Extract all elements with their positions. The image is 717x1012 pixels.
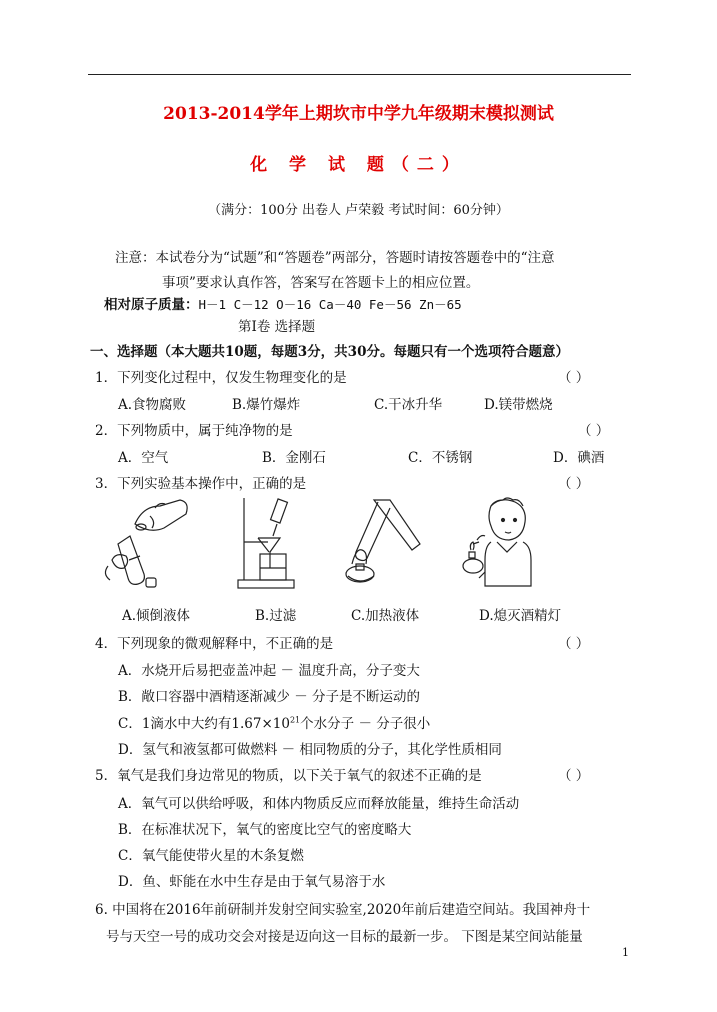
q4-option-b: B．敞口容器中酒精逐渐减少 － 分子是不断运动的	[118, 689, 421, 705]
page-number: 1	[622, 946, 629, 959]
q4-option-c-pre: C．1滴水中大约有1.67×10	[118, 716, 290, 732]
q2-option-c: C．不锈钢	[408, 450, 473, 466]
q4-option-c	[118, 712, 430, 732]
q1-option-c: C.干冰升华	[374, 397, 443, 413]
heating-liquid-illustration	[338, 494, 423, 594]
q4-stem: 4．下列现象的微观解释中，不正确的是	[95, 636, 334, 652]
q5-option-a: A．氧气可以供给呼吸，和体内物质反应而释放能量，维持生命活动	[118, 796, 520, 812]
q6-line-2: 号与天空一号的成功交会对接是迈向这一目标的最新一步。 下图是某空间站能量	[106, 929, 583, 945]
q5-answer-paren: （ ）	[558, 768, 590, 784]
atomic-mass-values: H－1 C－12 O－16 Ca－40 Fe－56 Zn－65	[198, 297, 462, 312]
exam-meta: （满分：100分 出卷人 卢荣毅 考试时间：60分钟）	[208, 203, 509, 218]
q1-answer-paren: （ ）	[558, 370, 590, 386]
atomic-mass-label: 相对原子质量：	[104, 297, 199, 313]
q4-option-c-post: 个水分子 － 分子很小	[300, 716, 431, 732]
q2-stem: 2．下列物质中，属于纯净物的是	[95, 423, 293, 439]
q1-option-d: D.镁带燃烧	[484, 397, 553, 413]
notice-line-1: 注意：本试卷分为“试题”和“答题卷”两部分，答题时请按答题卷中的“注意	[115, 250, 555, 266]
q3-option-a: A.倾倒液体	[122, 608, 191, 624]
q4-option-c-exponent: 21	[289, 715, 301, 725]
q2-option-b: B．金刚石	[262, 450, 326, 466]
q3-stem: 3．下列实验基本操作中，正确的是	[95, 476, 307, 492]
q1-option-a: A.食物腐败	[118, 397, 187, 413]
q1-stem: 1．下列变化过程中，仅发生物理变化的是	[95, 370, 347, 386]
q3-option-d: D.熄灭酒精灯	[479, 608, 562, 624]
exam-subtitle: 化 学 试 题（二）	[250, 155, 467, 175]
q1-option-b: B.爆竹爆炸	[232, 397, 301, 413]
q2-option-a: A．空气	[118, 450, 169, 466]
q6-line-1: 6. 中国将在2016年前研制并发射空间实验室,2020年前后建造空间站。我国神舟十	[95, 902, 591, 918]
extinguish-lamp-illustration	[455, 494, 545, 594]
q5-option-c: C．氧气能使带火星的木条复燃	[118, 848, 304, 864]
exam-title: 2013-2014学年上期坎市中学九年级期末模拟测试	[163, 104, 554, 124]
section-heading: 一、选择题（本大题共10题，每题3分，共30分。每题只有一个选项符合题意）	[90, 344, 569, 360]
q5-option-d: D．鱼、虾能在水中生存是由于氧气易溶于水	[118, 874, 386, 890]
q3-option-b: B.过滤	[255, 608, 297, 624]
pouring-liquid-illustration	[100, 494, 195, 594]
q5-stem: 5．氧气是我们身边常见的物质，以下关于氧气的叙述不正确的是	[95, 768, 482, 784]
q3-option-c: C.加热液体	[351, 608, 420, 624]
q4-answer-paren: （ ）	[558, 636, 590, 652]
part-title: 第Ⅰ卷 选择题	[238, 319, 316, 335]
q5-option-b: B．在标准状况下，氧气的密度比空气的密度略大	[118, 822, 412, 838]
notice-line-2: 事项”要求认真作答，答案写在答题卡上的相应位置。	[162, 275, 480, 291]
q4-option-d: D．氢气和液氢都可做燃料 － 相同物质的分子，其化学性质相同	[118, 742, 502, 758]
filtration-illustration	[228, 494, 298, 594]
header-rule	[88, 74, 631, 75]
atomic-mass-line	[104, 293, 462, 313]
q2-option-d: D．碘酒	[553, 450, 605, 466]
q2-answer-paren: （ ）	[578, 423, 610, 439]
q4-option-a: A．水烧开后易把壶盖冲起 － 温度升高，分子变大	[118, 663, 420, 679]
q3-answer-paren: （ ）	[558, 476, 590, 492]
